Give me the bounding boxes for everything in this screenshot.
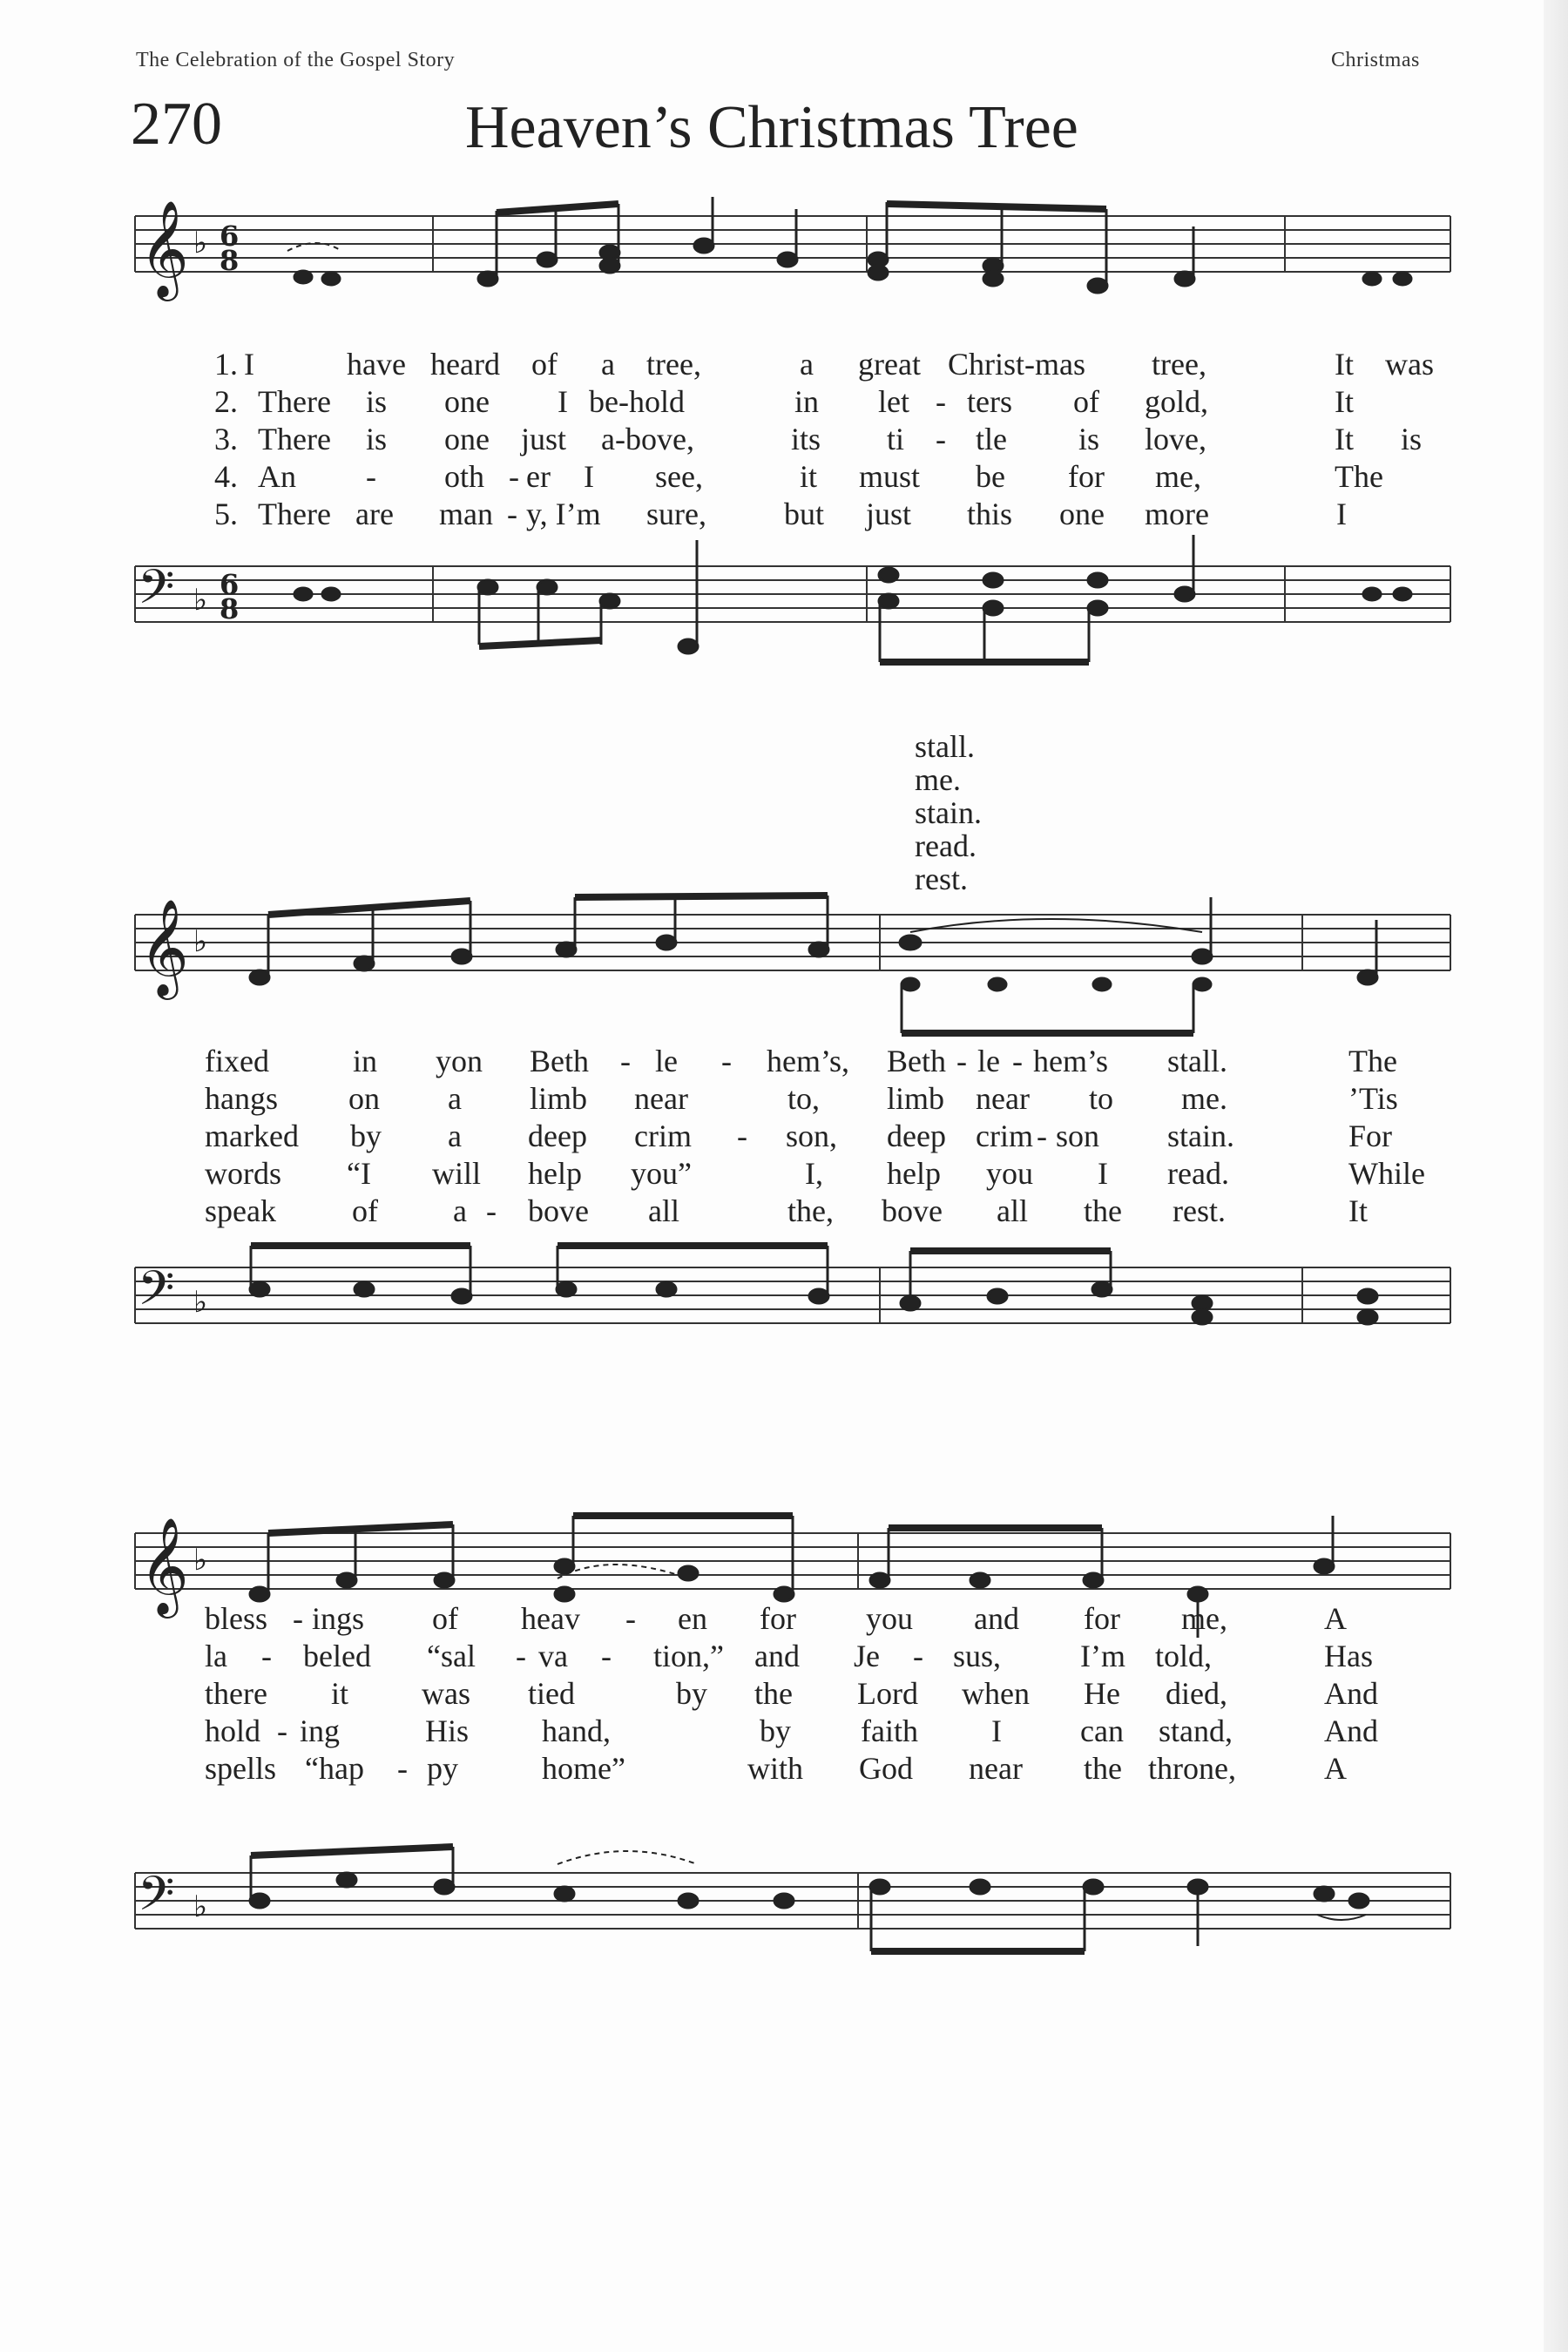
system-2-bass-staff xyxy=(135,1267,1450,1323)
lyric-word: son xyxy=(1056,1119,1100,1153)
lyric-word: stand, xyxy=(1159,1713,1233,1748)
section-heading-right: Christmas xyxy=(1331,49,1420,71)
lyric-word: ’Tis xyxy=(1348,1081,1398,1116)
lyric-word: limb xyxy=(887,1081,945,1116)
lyric-word: - xyxy=(620,1044,631,1078)
lyric-word: a xyxy=(448,1081,462,1116)
lyric-word: bove xyxy=(528,1193,589,1228)
lyric-word: rest. xyxy=(1173,1193,1226,1228)
lyric-word: - xyxy=(277,1713,287,1748)
lyric-word: - xyxy=(936,422,946,456)
lyric-word: An xyxy=(258,459,296,494)
lyric-word: but xyxy=(784,497,825,531)
treble-clef-icon: 𝄞 xyxy=(139,1517,189,1614)
lyric-word: I xyxy=(244,347,254,382)
lyric-word: this xyxy=(967,497,1013,531)
lyric-word: have xyxy=(347,347,406,382)
lyric-word: will xyxy=(432,1156,482,1191)
lyric-word: And xyxy=(1324,1713,1378,1748)
lyric-word: I’m xyxy=(1080,1639,1125,1673)
lyric-word: see, xyxy=(655,459,703,494)
lyric-word: Je xyxy=(854,1639,880,1673)
lyric-word: faith xyxy=(861,1713,918,1748)
lyric-word: can xyxy=(1080,1713,1124,1748)
lyric-word: read. xyxy=(1167,1156,1229,1191)
lyric-word: - xyxy=(1037,1119,1047,1153)
system-2-treble-notes xyxy=(250,896,1377,1033)
lyric-word: I xyxy=(1336,497,1347,531)
lyric-word: of xyxy=(531,347,558,382)
lyric-word: on xyxy=(348,1081,380,1116)
lyric-word: is xyxy=(366,384,388,419)
lyric-word: be xyxy=(976,459,1005,494)
lyric-word: limb xyxy=(530,1081,588,1116)
lyric-word: ti xyxy=(887,422,905,456)
lyric-word: - xyxy=(721,1044,732,1078)
lyric-word: throne, xyxy=(1148,1751,1236,1786)
lyric-word: near xyxy=(634,1081,688,1116)
lyric-word: The xyxy=(1335,459,1383,494)
lyric-word: crim xyxy=(976,1119,1033,1153)
lyric-word: It xyxy=(1335,384,1354,419)
lyric-word: ing xyxy=(300,1713,341,1748)
ending-word: stall. xyxy=(915,729,975,764)
verse-number-5: 5. xyxy=(214,497,238,531)
lyric-word: “I xyxy=(347,1156,371,1191)
lyric-word: “hap xyxy=(305,1751,364,1786)
lyric-word: home” xyxy=(542,1751,625,1786)
lyric-word: hem’s, xyxy=(767,1044,849,1078)
lyric-word: - xyxy=(516,1639,526,1673)
lyric-word: Christ-mas xyxy=(948,347,1085,382)
lyric-word: There xyxy=(258,497,331,531)
lyric-word: is xyxy=(1401,422,1423,456)
lyric-word: sure, xyxy=(646,497,706,531)
lyric-word: and xyxy=(974,1601,1019,1636)
lyric-word: man xyxy=(439,497,493,531)
lyric-word: bless xyxy=(205,1601,267,1636)
lyric-word: tied xyxy=(528,1676,575,1711)
lyric-word: - xyxy=(601,1639,612,1673)
lyric-word: hangs xyxy=(205,1081,278,1116)
lyric-word: it xyxy=(331,1676,349,1711)
lyric-word: by xyxy=(676,1676,707,1711)
lyric-word: hand, xyxy=(542,1713,611,1748)
lyric-word: The xyxy=(1348,1044,1397,1078)
lyric-word: tree, xyxy=(646,347,701,382)
lyric-word: I xyxy=(558,384,568,419)
lyric-word: - xyxy=(293,1601,303,1636)
lyric-word: yon xyxy=(436,1044,483,1078)
lyric-word: was xyxy=(422,1676,470,1711)
lyric-word: I xyxy=(1098,1156,1108,1191)
ending-word: read. xyxy=(915,828,977,863)
lyric-word: tle xyxy=(976,422,1007,456)
lyric-word: there xyxy=(205,1676,267,1711)
verse-number-3: 3. xyxy=(214,422,238,456)
lyric-word: a-bove, xyxy=(601,422,694,456)
lyric-word: le xyxy=(655,1044,678,1078)
lyric-word: Beth xyxy=(887,1044,946,1078)
lyric-word: - xyxy=(509,459,519,494)
lyric-word: tree, xyxy=(1152,347,1206,382)
lyric-word: just xyxy=(866,497,912,531)
lyric-word: stall. xyxy=(1167,1044,1227,1078)
lyric-word: more xyxy=(1145,497,1209,531)
lyric-word: are xyxy=(355,497,394,531)
lyric-word: fixed xyxy=(205,1044,269,1078)
treble-clef-icon: 𝄞 xyxy=(139,199,189,297)
lyric-word: spells xyxy=(205,1751,277,1786)
lyric-word: you xyxy=(866,1601,913,1636)
lyric-word: - xyxy=(486,1193,497,1228)
bass-clef-icon: 𝄢 xyxy=(138,559,175,626)
flat-sign-icon: ♭ xyxy=(193,1543,208,1578)
lyric-word: er xyxy=(526,459,551,494)
lyric-word: deep xyxy=(528,1119,587,1153)
lyric-word: it xyxy=(800,459,818,494)
lyric-word: gold, xyxy=(1145,384,1209,419)
lyric-word: marked xyxy=(205,1119,299,1153)
lyric-word: a xyxy=(448,1119,462,1153)
lyric-word: - xyxy=(625,1601,636,1636)
time-signature-bottom: 8 xyxy=(220,592,240,625)
flat-sign-icon: ♭ xyxy=(193,583,208,618)
time-signature-top: 6 xyxy=(220,220,240,253)
lyric-word: when xyxy=(962,1676,1030,1711)
lyric-word: one xyxy=(1059,497,1105,531)
lyric-word: He xyxy=(1084,1676,1120,1711)
lyric-word: Beth xyxy=(530,1044,589,1078)
verse-endings-stack xyxy=(915,730,982,896)
lyric-word: for xyxy=(760,1601,796,1636)
lyric-word: hold xyxy=(205,1713,261,1748)
lyric-word: let xyxy=(878,384,909,419)
lyric-word: near xyxy=(969,1751,1023,1786)
lyric-word: His xyxy=(425,1713,470,1748)
verse-number-2: 2. xyxy=(214,384,238,419)
lyric-word: crim xyxy=(634,1119,692,1153)
time-signature-bottom: 8 xyxy=(220,244,240,277)
flat-sign-icon: ♭ xyxy=(193,226,208,260)
lyric-word: I, xyxy=(805,1156,823,1191)
lyric-word: must xyxy=(859,459,921,494)
lyric-word: Has xyxy=(1324,1639,1373,1673)
lyric-word: It xyxy=(1348,1193,1368,1228)
lyric-word: - xyxy=(1012,1044,1023,1078)
lyric-word: oth xyxy=(444,459,485,494)
bass-clef-icon: 𝄢 xyxy=(138,1866,175,1933)
lyric-word: by xyxy=(350,1119,382,1153)
lyric-word: A xyxy=(1324,1751,1347,1786)
lyric-word: son, xyxy=(786,1119,838,1153)
lyric-word: you” xyxy=(631,1156,692,1191)
lyric-word: me, xyxy=(1181,1601,1227,1636)
system-3-bass-notes xyxy=(250,1847,1369,1951)
lyric-word: a xyxy=(800,347,814,382)
lyric-word: I xyxy=(991,1713,1002,1748)
lyric-word: of xyxy=(1073,384,1099,419)
lyric-word: me. xyxy=(1181,1081,1227,1116)
lyric-word: ings xyxy=(312,1601,365,1636)
lyric-word: help xyxy=(528,1156,582,1191)
lyric-word: great xyxy=(858,347,921,382)
lyric-word: tion,” xyxy=(653,1639,724,1673)
lyric-word: God xyxy=(859,1751,913,1786)
flat-sign-icon: ♭ xyxy=(193,1889,208,1924)
lyric-word: its xyxy=(791,422,821,456)
lyric-word: by xyxy=(760,1713,791,1748)
lyric-word: the xyxy=(1084,1751,1122,1786)
lyric-word: deep xyxy=(887,1119,946,1153)
system-2-bass-notes xyxy=(250,1246,1377,1324)
lyric-word: a xyxy=(601,347,615,382)
lyric-word: help xyxy=(887,1156,941,1191)
lyric-word: all xyxy=(997,1193,1028,1228)
lyric-word: “sal xyxy=(427,1639,476,1673)
section-heading-left: The Celebration of the Gospel Story xyxy=(136,49,456,71)
lyric-word: While xyxy=(1348,1156,1425,1191)
lyric-word: all xyxy=(648,1193,679,1228)
flat-sign-icon: ♭ xyxy=(193,924,208,959)
lyric-word: stain. xyxy=(1167,1119,1234,1153)
lyric-word: is xyxy=(1078,422,1100,456)
lyric-word: - xyxy=(737,1119,747,1153)
lyric-word: - xyxy=(366,459,376,494)
ending-word: stain. xyxy=(915,795,982,830)
lyric-word: It xyxy=(1335,422,1354,456)
system-2-treble-staff xyxy=(135,915,1450,970)
lyric-word: - xyxy=(397,1751,408,1786)
lyric-word: for xyxy=(1068,459,1105,494)
lyric-word: I xyxy=(584,459,594,494)
lyric-word: to xyxy=(1089,1081,1114,1116)
lyric-word: the, xyxy=(787,1193,834,1228)
lyric-word: - xyxy=(261,1639,272,1673)
lyric-word: heard xyxy=(430,347,500,382)
lyric-word: la xyxy=(205,1639,227,1673)
bass-clef-icon: 𝄢 xyxy=(138,1260,175,1328)
lyric-word: you xyxy=(986,1156,1033,1191)
lyric-word: of xyxy=(432,1601,458,1636)
flat-sign-icon: ♭ xyxy=(193,1285,208,1320)
lyric-word: en xyxy=(678,1601,707,1636)
lyric-word: And xyxy=(1324,1676,1378,1711)
lyric-word: in xyxy=(794,384,820,419)
lyric-word: - xyxy=(913,1639,923,1673)
lyric-word: words xyxy=(205,1156,281,1191)
lyric-word: ters xyxy=(967,384,1012,419)
lyric-word: y, I’m xyxy=(526,497,601,531)
lyric-word: le xyxy=(977,1044,1000,1078)
lyric-word: py xyxy=(427,1751,458,1786)
lyric-word: near xyxy=(976,1081,1030,1116)
hymn-number: 270 xyxy=(131,91,222,158)
lyric-word: sus, xyxy=(953,1639,1002,1673)
lyric-word: a xyxy=(453,1193,467,1228)
time-signature-top: 6 xyxy=(220,568,240,601)
lyric-word: For xyxy=(1348,1119,1393,1153)
lyric-word: - xyxy=(956,1044,967,1078)
lyric-word: Lord xyxy=(857,1676,918,1711)
lyric-word: There xyxy=(258,384,331,419)
lyric-word: the xyxy=(754,1676,793,1711)
verse-number-4: 4. xyxy=(214,459,238,494)
ending-word: rest. xyxy=(915,862,968,896)
lyric-word: in xyxy=(353,1044,378,1078)
lyric-word: the xyxy=(1084,1193,1122,1228)
lyric-word: A xyxy=(1324,1601,1347,1636)
ending-word: me. xyxy=(915,762,961,797)
lyric-word: one xyxy=(444,384,490,419)
verse-number-1: 1. xyxy=(214,347,238,382)
lyric-word: died, xyxy=(1166,1676,1227,1711)
treble-clef-icon: 𝄞 xyxy=(139,898,189,996)
lyric-word: and xyxy=(754,1639,800,1673)
lyric-word: - xyxy=(936,384,946,419)
system-1-bass-notes xyxy=(294,535,1411,662)
lyric-word: heav xyxy=(521,1601,580,1636)
lyric-word: va xyxy=(538,1639,568,1673)
lyric-word: was xyxy=(1385,347,1434,382)
lyric-word: hem’s xyxy=(1033,1044,1108,1078)
lyric-word: love, xyxy=(1145,422,1206,456)
lyric-word: - xyxy=(507,497,517,531)
lyric-word: to, xyxy=(787,1081,821,1116)
hymn-title: Heaven’s Christmas Tree xyxy=(465,94,1078,161)
lyric-word: just xyxy=(521,422,567,456)
lyric-word: bove xyxy=(882,1193,943,1228)
lyric-word: for xyxy=(1084,1601,1120,1636)
lyric-word: with xyxy=(747,1751,804,1786)
lyric-word: There xyxy=(258,422,331,456)
lyric-word: me, xyxy=(1155,459,1201,494)
lyric-word: beled xyxy=(303,1639,371,1673)
lyric-word: speak xyxy=(205,1193,276,1228)
lyric-word: of xyxy=(352,1193,378,1228)
lyric-word: It xyxy=(1335,347,1354,382)
lyric-word: told, xyxy=(1155,1639,1213,1673)
lyric-word: be-hold xyxy=(589,384,685,419)
lyric-word: is xyxy=(366,422,388,456)
lyric-word: one xyxy=(444,422,490,456)
